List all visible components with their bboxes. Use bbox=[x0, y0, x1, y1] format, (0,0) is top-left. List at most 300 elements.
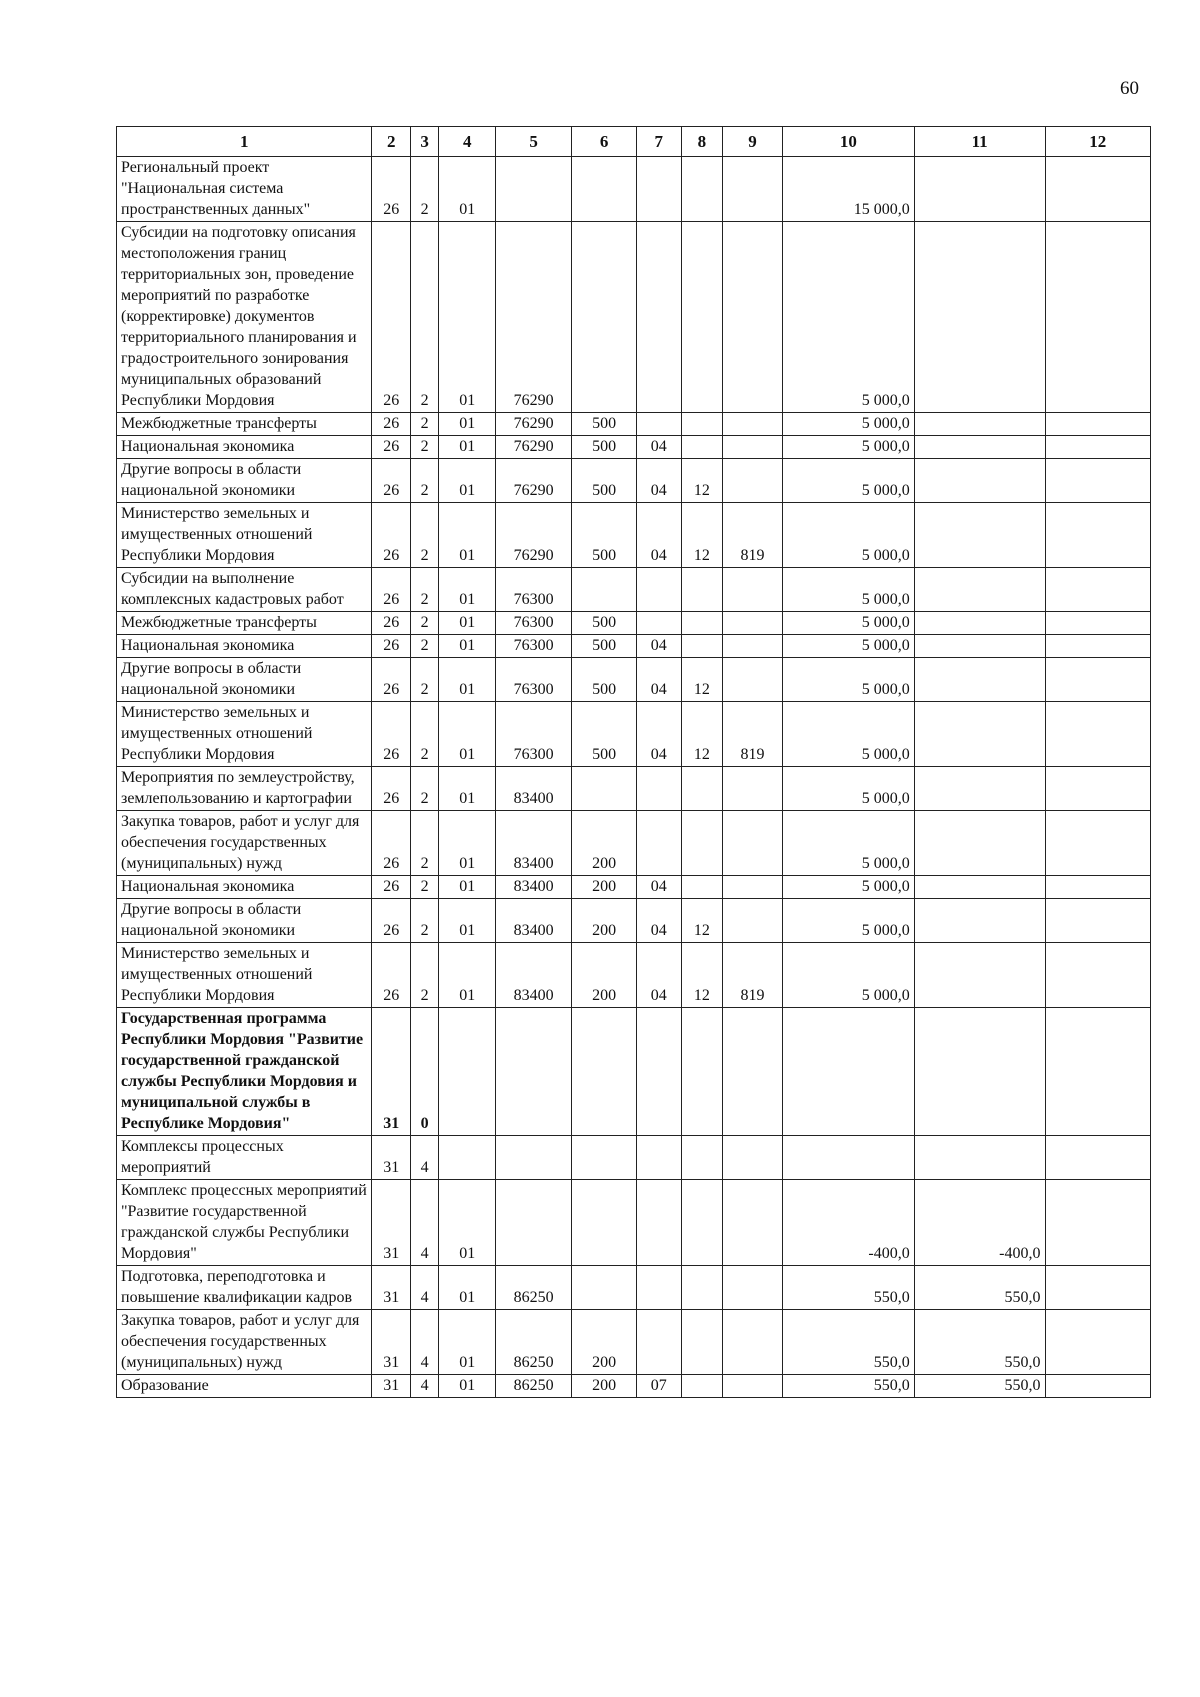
cell-c4: 01 bbox=[439, 503, 496, 568]
table-row bbox=[117, 899, 1151, 943]
row-name: Министерство земельных и имущественных отношений Республики Мордовия bbox=[117, 943, 372, 1008]
cell-c3: 2 bbox=[410, 658, 438, 702]
cell-c9 bbox=[723, 1136, 783, 1180]
cell-c11 bbox=[914, 1136, 1045, 1180]
cell-c11: 550,0 bbox=[914, 1375, 1045, 1398]
cell-c9 bbox=[723, 1180, 783, 1266]
cell-c2: 26 bbox=[372, 943, 411, 1008]
cell-c8 bbox=[681, 612, 723, 635]
cell-c2: 26 bbox=[372, 635, 411, 658]
cell-c11 bbox=[914, 658, 1045, 702]
cell-c4: 01 bbox=[439, 943, 496, 1008]
cell-c8: 12 bbox=[681, 899, 723, 943]
cell-c12 bbox=[1045, 503, 1151, 568]
cell-c11 bbox=[914, 222, 1045, 413]
cell-c12 bbox=[1045, 413, 1151, 436]
cell-c8 bbox=[681, 876, 723, 899]
cell-c7: 04 bbox=[637, 658, 682, 702]
row-name: Региональный проект "Национальная система пространственных данных" bbox=[117, 157, 372, 222]
cell-c2: 26 bbox=[372, 222, 411, 413]
table-row bbox=[117, 876, 1151, 899]
cell-c2: 26 bbox=[372, 658, 411, 702]
cell-c7 bbox=[637, 1008, 682, 1136]
cell-c12 bbox=[1045, 1180, 1151, 1266]
cell-c11 bbox=[914, 876, 1045, 899]
cell-c6: 500 bbox=[572, 413, 637, 436]
cell-c8 bbox=[681, 157, 723, 222]
table-row bbox=[117, 459, 1151, 503]
column-header-3: 3 bbox=[410, 127, 438, 157]
cell-c4: 01 bbox=[439, 413, 496, 436]
column-header-5: 5 bbox=[496, 127, 572, 157]
cell-c6: 200 bbox=[572, 876, 637, 899]
cell-c5: 76300 bbox=[496, 612, 572, 635]
cell-c4: 01 bbox=[439, 568, 496, 612]
row-name: Субсидии на выполнение комплексных кадастровых работ bbox=[117, 568, 372, 612]
cell-c12 bbox=[1045, 899, 1151, 943]
cell-c11 bbox=[914, 702, 1045, 767]
row-name: Другие вопросы в области национальной экономики bbox=[117, 658, 372, 702]
table-row bbox=[117, 658, 1151, 702]
cell-c6: 200 bbox=[572, 811, 637, 876]
cell-c6 bbox=[572, 1266, 637, 1310]
cell-c8 bbox=[681, 436, 723, 459]
cell-c6 bbox=[572, 568, 637, 612]
cell-c9 bbox=[723, 459, 783, 503]
cell-c2: 26 bbox=[372, 459, 411, 503]
cell-c7 bbox=[637, 811, 682, 876]
cell-c3: 2 bbox=[410, 702, 438, 767]
cell-c12 bbox=[1045, 459, 1151, 503]
cell-c3: 2 bbox=[410, 157, 438, 222]
cell-c7 bbox=[637, 413, 682, 436]
cell-c5 bbox=[496, 1008, 572, 1136]
table-row bbox=[117, 811, 1151, 876]
cell-c12 bbox=[1045, 1266, 1151, 1310]
cell-c3: 2 bbox=[410, 436, 438, 459]
table-row bbox=[117, 157, 1151, 222]
budget-table bbox=[116, 126, 1151, 1398]
column-header-9: 9 bbox=[723, 127, 783, 157]
cell-c11 bbox=[914, 413, 1045, 436]
row-name: Министерство земельных и имущественных отношений Республики Мордовия bbox=[117, 702, 372, 767]
cell-c10: 5 000,0 bbox=[782, 899, 914, 943]
cell-c4: 01 bbox=[439, 1310, 496, 1375]
cell-c3: 4 bbox=[410, 1136, 438, 1180]
cell-c4: 01 bbox=[439, 702, 496, 767]
table-row bbox=[117, 943, 1151, 1008]
cell-c2: 26 bbox=[372, 413, 411, 436]
row-name: Межбюджетные трансферты bbox=[117, 612, 372, 635]
cell-c8: 12 bbox=[681, 459, 723, 503]
table-row bbox=[117, 1266, 1151, 1310]
cell-c10: 5 000,0 bbox=[782, 612, 914, 635]
cell-c5: 86250 bbox=[496, 1266, 572, 1310]
cell-c5: 83400 bbox=[496, 899, 572, 943]
cell-c6: 200 bbox=[572, 899, 637, 943]
column-header-12: 12 bbox=[1045, 127, 1151, 157]
cell-c8: 12 bbox=[681, 943, 723, 1008]
cell-c2: 26 bbox=[372, 436, 411, 459]
cell-c9 bbox=[723, 436, 783, 459]
cell-c10: 550,0 bbox=[782, 1266, 914, 1310]
cell-c5: 76290 bbox=[496, 413, 572, 436]
cell-c7: 04 bbox=[637, 503, 682, 568]
header-row bbox=[117, 127, 1151, 157]
cell-c10: 550,0 bbox=[782, 1310, 914, 1375]
cell-c10: 5 000,0 bbox=[782, 568, 914, 612]
cell-c10: 5 000,0 bbox=[782, 413, 914, 436]
cell-c12 bbox=[1045, 658, 1151, 702]
cell-c8 bbox=[681, 1136, 723, 1180]
cell-c10: 15 000,0 bbox=[782, 157, 914, 222]
cell-c7 bbox=[637, 767, 682, 811]
cell-c5: 83400 bbox=[496, 811, 572, 876]
cell-c8 bbox=[681, 1180, 723, 1266]
row-name: Мероприятия по землеустройству, землепользованию и картографии bbox=[117, 767, 372, 811]
cell-c6: 500 bbox=[572, 436, 637, 459]
table-row bbox=[117, 1180, 1151, 1266]
cell-c11 bbox=[914, 943, 1045, 1008]
table-row bbox=[117, 1375, 1151, 1398]
cell-c7: 04 bbox=[637, 436, 682, 459]
cell-c6: 500 bbox=[572, 702, 637, 767]
cell-c7: 04 bbox=[637, 635, 682, 658]
cell-c9 bbox=[723, 222, 783, 413]
cell-c8 bbox=[681, 1008, 723, 1136]
cell-c7 bbox=[637, 1136, 682, 1180]
table-row bbox=[117, 1310, 1151, 1375]
cell-c5: 83400 bbox=[496, 943, 572, 1008]
cell-c11 bbox=[914, 811, 1045, 876]
cell-c4: 01 bbox=[439, 767, 496, 811]
cell-c11 bbox=[914, 1008, 1045, 1136]
table-row bbox=[117, 503, 1151, 568]
row-name: Подготовка, переподготовка и повышение квалификации кадров bbox=[117, 1266, 372, 1310]
cell-c7: 04 bbox=[637, 876, 682, 899]
cell-c7 bbox=[637, 157, 682, 222]
cell-c12 bbox=[1045, 222, 1151, 413]
cell-c7 bbox=[637, 1310, 682, 1375]
cell-c5: 76290 bbox=[496, 222, 572, 413]
cell-c7: 04 bbox=[637, 899, 682, 943]
cell-c10: 5 000,0 bbox=[782, 635, 914, 658]
cell-c3: 2 bbox=[410, 568, 438, 612]
cell-c12 bbox=[1045, 436, 1151, 459]
cell-c5: 83400 bbox=[496, 767, 572, 811]
cell-c4: 01 bbox=[439, 1266, 496, 1310]
cell-c5: 76290 bbox=[496, 503, 572, 568]
cell-c8: 12 bbox=[681, 503, 723, 568]
table-row bbox=[117, 1136, 1151, 1180]
cell-c7 bbox=[637, 222, 682, 413]
cell-c11 bbox=[914, 459, 1045, 503]
cell-c9 bbox=[723, 413, 783, 436]
cell-c2: 26 bbox=[372, 612, 411, 635]
cell-c8 bbox=[681, 413, 723, 436]
cell-c9 bbox=[723, 876, 783, 899]
cell-c8 bbox=[681, 568, 723, 612]
cell-c3: 2 bbox=[410, 876, 438, 899]
cell-c10: 5 000,0 bbox=[782, 436, 914, 459]
cell-c6: 500 bbox=[572, 635, 637, 658]
cell-c10: 5 000,0 bbox=[782, 876, 914, 899]
table-row bbox=[117, 702, 1151, 767]
table-row bbox=[117, 612, 1151, 635]
cell-c4: 01 bbox=[439, 876, 496, 899]
cell-c7: 07 bbox=[637, 1375, 682, 1398]
cell-c7: 04 bbox=[637, 702, 682, 767]
cell-c12 bbox=[1045, 157, 1151, 222]
cell-c9: 819 bbox=[723, 702, 783, 767]
cell-c2: 26 bbox=[372, 702, 411, 767]
cell-c11 bbox=[914, 767, 1045, 811]
cell-c12 bbox=[1045, 1375, 1151, 1398]
cell-c9 bbox=[723, 1008, 783, 1136]
table-row bbox=[117, 413, 1151, 436]
cell-c12 bbox=[1045, 1310, 1151, 1375]
column-header-7: 7 bbox=[637, 127, 682, 157]
cell-c3: 2 bbox=[410, 413, 438, 436]
cell-c2: 31 bbox=[372, 1310, 411, 1375]
cell-c10 bbox=[782, 1008, 914, 1136]
cell-c12 bbox=[1045, 943, 1151, 1008]
cell-c6: 500 bbox=[572, 658, 637, 702]
cell-c9 bbox=[723, 811, 783, 876]
cell-c2: 31 bbox=[372, 1136, 411, 1180]
table-body bbox=[117, 157, 1151, 1398]
cell-c8: 12 bbox=[681, 658, 723, 702]
column-header-6: 6 bbox=[572, 127, 637, 157]
cell-c2: 26 bbox=[372, 568, 411, 612]
cell-c9 bbox=[723, 658, 783, 702]
cell-c5: 76290 bbox=[496, 459, 572, 503]
cell-c8 bbox=[681, 767, 723, 811]
row-name: Национальная экономика bbox=[117, 436, 372, 459]
cell-c11: 550,0 bbox=[914, 1266, 1045, 1310]
cell-c3: 2 bbox=[410, 767, 438, 811]
cell-c6: 500 bbox=[572, 612, 637, 635]
cell-c3: 2 bbox=[410, 222, 438, 413]
cell-c6 bbox=[572, 1136, 637, 1180]
cell-c12 bbox=[1045, 1008, 1151, 1136]
cell-c4 bbox=[439, 1008, 496, 1136]
cell-c6: 500 bbox=[572, 503, 637, 568]
row-name: Министерство земельных и имущественных отношений Республики Мордовия bbox=[117, 503, 372, 568]
cell-c12 bbox=[1045, 876, 1151, 899]
row-name: Межбюджетные трансферты bbox=[117, 413, 372, 436]
cell-c4 bbox=[439, 1136, 496, 1180]
cell-c2: 31 bbox=[372, 1266, 411, 1310]
cell-c6 bbox=[572, 1008, 637, 1136]
cell-c4: 01 bbox=[439, 658, 496, 702]
cell-c3: 4 bbox=[410, 1310, 438, 1375]
cell-c10: 5 000,0 bbox=[782, 943, 914, 1008]
column-header-4: 4 bbox=[439, 127, 496, 157]
cell-c4: 01 bbox=[439, 1375, 496, 1398]
cell-c9 bbox=[723, 1266, 783, 1310]
cell-c4: 01 bbox=[439, 811, 496, 876]
row-name: Другие вопросы в области национальной экономики bbox=[117, 459, 372, 503]
row-name: Субсидии на подготовку описания местоположения границ территориальных зон, проведение мероприятий по разработке (корректировке) документов территориального планирования и градостроительного зонирования муниципальных образований Республики Мордовия bbox=[117, 222, 372, 413]
cell-c3: 2 bbox=[410, 503, 438, 568]
cell-c3: 2 bbox=[410, 899, 438, 943]
cell-c10: 5 000,0 bbox=[782, 503, 914, 568]
cell-c5 bbox=[496, 1180, 572, 1266]
cell-c8: 12 bbox=[681, 702, 723, 767]
cell-c11 bbox=[914, 635, 1045, 658]
column-header-2: 2 bbox=[372, 127, 411, 157]
cell-c8 bbox=[681, 635, 723, 658]
cell-c7 bbox=[637, 568, 682, 612]
cell-c10: -400,0 bbox=[782, 1180, 914, 1266]
row-name: Национальная экономика bbox=[117, 635, 372, 658]
row-name: Комплекс процессных мероприятий "Развитие государственной гражданской службы Республики Мордовия" bbox=[117, 1180, 372, 1266]
cell-c3: 2 bbox=[410, 811, 438, 876]
cell-c7 bbox=[637, 1266, 682, 1310]
cell-c5: 76300 bbox=[496, 568, 572, 612]
row-name: Комплексы процессных мероприятий bbox=[117, 1136, 372, 1180]
cell-c3: 4 bbox=[410, 1266, 438, 1310]
cell-c5: 86250 bbox=[496, 1310, 572, 1375]
cell-c4: 01 bbox=[439, 436, 496, 459]
cell-c11 bbox=[914, 612, 1045, 635]
cell-c2: 26 bbox=[372, 503, 411, 568]
cell-c11 bbox=[914, 436, 1045, 459]
cell-c10 bbox=[782, 1136, 914, 1180]
cell-c5: 76300 bbox=[496, 635, 572, 658]
cell-c3: 4 bbox=[410, 1375, 438, 1398]
cell-c11 bbox=[914, 899, 1045, 943]
cell-c10: 5 000,0 bbox=[782, 658, 914, 702]
cell-c6 bbox=[572, 157, 637, 222]
cell-c9 bbox=[723, 767, 783, 811]
cell-c3: 2 bbox=[410, 635, 438, 658]
cell-c6: 200 bbox=[572, 1375, 637, 1398]
cell-c7: 04 bbox=[637, 459, 682, 503]
cell-c8 bbox=[681, 1375, 723, 1398]
cell-c4: 01 bbox=[439, 899, 496, 943]
cell-c12 bbox=[1045, 767, 1151, 811]
table-row bbox=[117, 436, 1151, 459]
cell-c8 bbox=[681, 1266, 723, 1310]
cell-c7 bbox=[637, 612, 682, 635]
cell-c3: 4 bbox=[410, 1180, 438, 1266]
cell-c2: 26 bbox=[372, 157, 411, 222]
cell-c10: 550,0 bbox=[782, 1375, 914, 1398]
cell-c2: 31 bbox=[372, 1180, 411, 1266]
cell-c8 bbox=[681, 222, 723, 413]
cell-c5: 76300 bbox=[496, 702, 572, 767]
row-name: Национальная экономика bbox=[117, 876, 372, 899]
cell-c5: 76300 bbox=[496, 658, 572, 702]
cell-c11 bbox=[914, 568, 1045, 612]
cell-c5: 83400 bbox=[496, 876, 572, 899]
cell-c9 bbox=[723, 1310, 783, 1375]
cell-c3: 0 bbox=[410, 1008, 438, 1136]
cell-c5 bbox=[496, 1136, 572, 1180]
cell-c9 bbox=[723, 635, 783, 658]
cell-c10: 5 000,0 bbox=[782, 767, 914, 811]
cell-c11: 550,0 bbox=[914, 1310, 1045, 1375]
cell-c12 bbox=[1045, 612, 1151, 635]
cell-c4: 01 bbox=[439, 635, 496, 658]
table-row bbox=[117, 222, 1151, 413]
column-header-8: 8 bbox=[681, 127, 723, 157]
column-header-11: 11 bbox=[914, 127, 1045, 157]
cell-c12 bbox=[1045, 811, 1151, 876]
cell-c6: 200 bbox=[572, 943, 637, 1008]
cell-c9: 819 bbox=[723, 503, 783, 568]
cell-c3: 2 bbox=[410, 612, 438, 635]
column-header-10: 10 bbox=[782, 127, 914, 157]
cell-c4: 01 bbox=[439, 459, 496, 503]
cell-c3: 2 bbox=[410, 459, 438, 503]
table-row bbox=[117, 767, 1151, 811]
cell-c6 bbox=[572, 222, 637, 413]
cell-c10: 5 000,0 bbox=[782, 222, 914, 413]
cell-c8 bbox=[681, 811, 723, 876]
cell-c9 bbox=[723, 612, 783, 635]
cell-c4: 01 bbox=[439, 222, 496, 413]
cell-c9 bbox=[723, 899, 783, 943]
row-name: Другие вопросы в области национальной экономики bbox=[117, 899, 372, 943]
cell-c12 bbox=[1045, 568, 1151, 612]
cell-c2: 26 bbox=[372, 876, 411, 899]
cell-c5 bbox=[496, 157, 572, 222]
table-row bbox=[117, 568, 1151, 612]
row-name: Образование bbox=[117, 1375, 372, 1398]
cell-c9: 819 bbox=[723, 943, 783, 1008]
cell-c3: 2 bbox=[410, 943, 438, 1008]
cell-c6: 500 bbox=[572, 459, 637, 503]
cell-c10: 5 000,0 bbox=[782, 811, 914, 876]
cell-c12 bbox=[1045, 635, 1151, 658]
table-row bbox=[117, 635, 1151, 658]
cell-c11 bbox=[914, 503, 1045, 568]
cell-c2: 26 bbox=[372, 899, 411, 943]
cell-c10: 5 000,0 bbox=[782, 459, 914, 503]
cell-c9 bbox=[723, 568, 783, 612]
cell-c7: 04 bbox=[637, 943, 682, 1008]
cell-c9 bbox=[723, 1375, 783, 1398]
table-row bbox=[117, 1008, 1151, 1136]
cell-c5: 86250 bbox=[496, 1375, 572, 1398]
row-name: Закупка товаров, работ и услуг для обеспечения государственных (муниципальных) нужд bbox=[117, 811, 372, 876]
column-header-1: 1 bbox=[117, 127, 372, 157]
cell-c2: 26 bbox=[372, 767, 411, 811]
cell-c10: 5 000,0 bbox=[782, 702, 914, 767]
cell-c11: -400,0 bbox=[914, 1180, 1045, 1266]
cell-c2: 31 bbox=[372, 1375, 411, 1398]
cell-c4: 01 bbox=[439, 612, 496, 635]
cell-c5: 76290 bbox=[496, 436, 572, 459]
cell-c2: 31 bbox=[372, 1008, 411, 1136]
page-number: 60 bbox=[1120, 78, 1139, 99]
cell-c6: 200 bbox=[572, 1310, 637, 1375]
cell-c12 bbox=[1045, 702, 1151, 767]
row-name: Государственная программа Республики Мордовия "Развитие государственной гражданской службы Республики Мордовия и муниципальной службы в Республике Мордовия" bbox=[117, 1008, 372, 1136]
cell-c12 bbox=[1045, 1136, 1151, 1180]
cell-c9 bbox=[723, 157, 783, 222]
cell-c4: 01 bbox=[439, 1180, 496, 1266]
cell-c11 bbox=[914, 157, 1045, 222]
cell-c4: 01 bbox=[439, 157, 496, 222]
row-name: Закупка товаров, работ и услуг для обеспечения государственных (муниципальных) нужд bbox=[117, 1310, 372, 1375]
cell-c6 bbox=[572, 767, 637, 811]
cell-c7 bbox=[637, 1180, 682, 1266]
cell-c2: 26 bbox=[372, 811, 411, 876]
